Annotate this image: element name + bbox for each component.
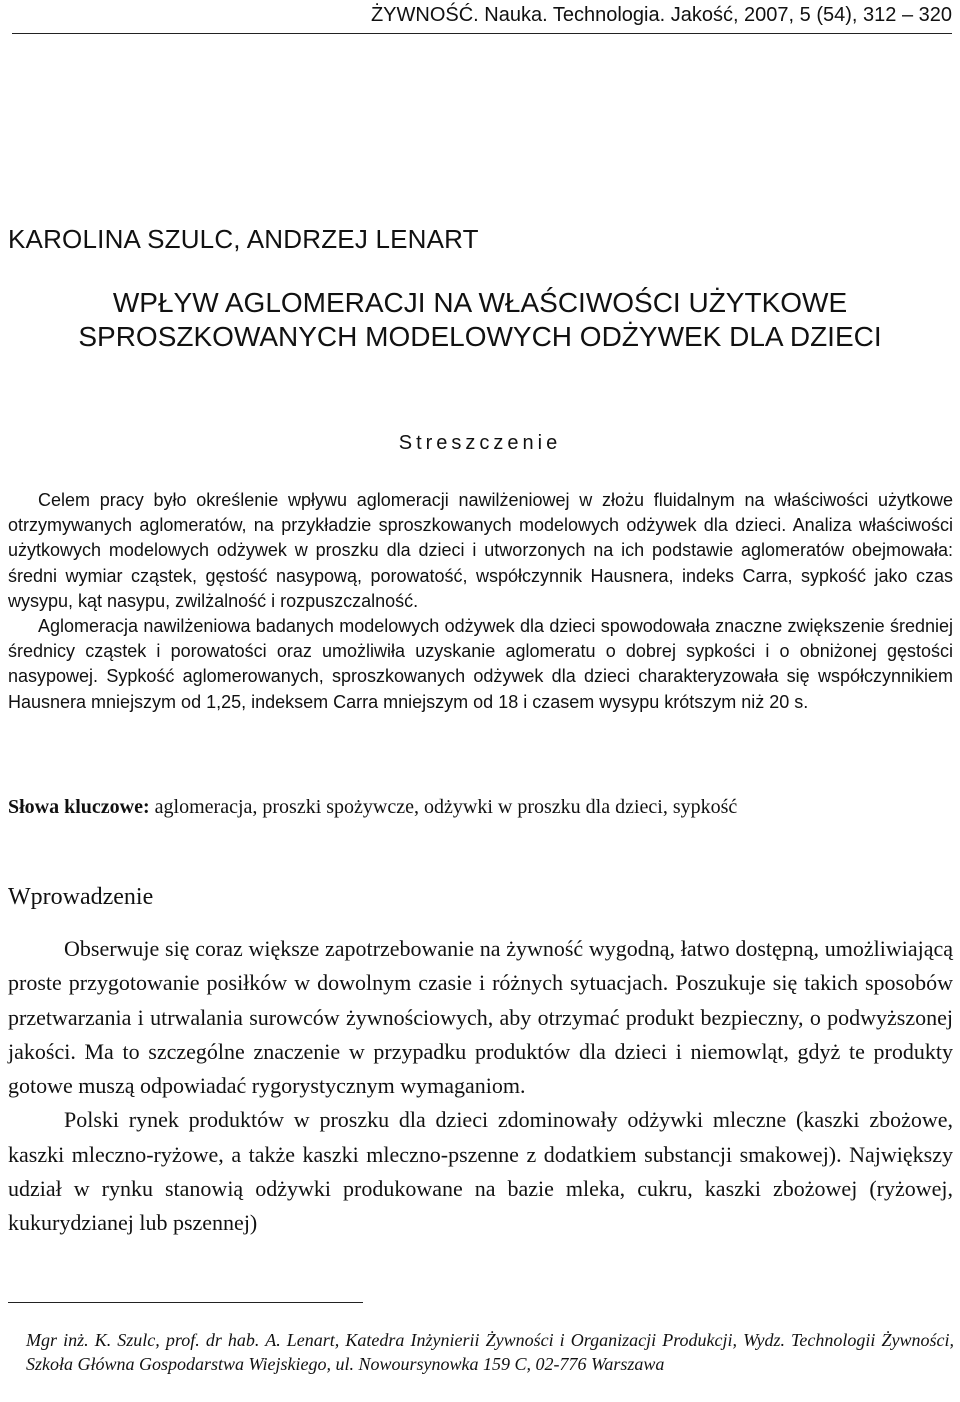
title-line-1: WPŁYW AGLOMERACJI NA WŁAŚCIWOŚCI UŻYTKOWE <box>112 287 848 318</box>
article-title <box>0 286 960 354</box>
keywords-text: aglomeracja, proszki spożywcze, odżywki w proszku dla dzieci, sypkość <box>149 796 738 818</box>
keywords <box>8 796 953 819</box>
abstract-paragraph-2: Aglomeracja nawilżeniowa badanych modelowych odżywek dla dzieci spowodowała znaczne zwiększenie średniej średnicy cząstek i porowatości oraz umożliwiła uzyskanie aglomeratu o dobrej sypkości i o obniżonej gęstości nasypowej. Sypkość aglomerowanych, sproszkowanych odżywek dla dzieci charakteryzowała się współczynnikiem Hausnera mniejszym od 1,25, indeksem Carra mniejszym od 18 i czasem wysypu krótszym niż 20 s. <box>8 616 953 712</box>
body-paragraph-1: Obserwuje się coraz większe zapotrzebowanie na żywność wygodną, łatwo dostępną, umożliwiającą proste przygotowanie posiłków w dowolnym czasie i różnych sytuacjach. Poszukuje się takich sposobów przetwarzania i utrwalania surowców żywnościowych, aby otrzymać produkt bezpieczny, o podwyższonej jakości. Ma to szczególne znaczenie w przypadku produktów dla dzieci i niemowląt, gdyż te produkty gotowe muszą odpowiadać rygorystycznym wymaganiom. <box>8 936 953 1099</box>
introduction-body <box>8 932 953 1241</box>
footnote-rule <box>8 1302 363 1303</box>
running-header: ŻYWNOŚĆ. Nauka. Technologia. Jakość, 2007, 5 (54), 312 – 320 <box>12 4 952 34</box>
author-affiliation-footnote: Mgr inż. K. Szulc, prof. dr hab. A. Lenart, Katedra Inżynierii Żywności i Organizacji Produkcji, Wydz. Technologii Żywności, Szkoła Główna Gospodarstwa Wiejskiego, ul. Nowoursynowka 159 C, 02-776 Warszawa <box>26 1330 954 1374</box>
title-line-2: SPROSZKOWANYCH MODELOWYCH ODŻYWEK DLA DZIECI <box>78 321 882 352</box>
keywords-label: Słowa kluczowe: <box>8 796 150 818</box>
section-heading-introduction: Wprowadzenie <box>8 884 154 910</box>
abstract <box>8 488 953 715</box>
body-paragraph-2: Polski rynek produktów w proszku dla dzieci zdominowały odżywki mleczne (kaszki zbożowe, kaszki mleczno-ryżowe, a także kaszki mleczno-pszenne z dodatkiem substancji smakowej). Największy udział w rynku stanowią odżywki produkowane na bazie mleka, cukru, kaszki zbożowej (ryżowej, kukurydzianej lub pszennej) <box>8 1107 953 1236</box>
abstract-heading: Streszczenie <box>398 432 562 454</box>
abstract-paragraph-1: Celem pracy było określenie wpływu aglomeracji nawilżeniowej w złożu fluidalnym na właściwości użytkowe otrzymywanych aglomeratów, na przykładzie sproszkowanych modelowych odżywek dla dzieci. Analiza właściwości użytkowych modelowych odżywek w proszku dla dzieci i utworzonych na ich podstawie aglomeratów obejmowała: średni wymiar cząstek, gęstość nasypową, porowatość, współczynnik Hausnera, indeks Carra, sypkość jako czas wysypu, kąt nasypu, zwilżalność i rozpuszczalność. <box>8 490 953 611</box>
authors: KAROLINA SZULC, ANDRZEJ LENART <box>8 224 479 254</box>
